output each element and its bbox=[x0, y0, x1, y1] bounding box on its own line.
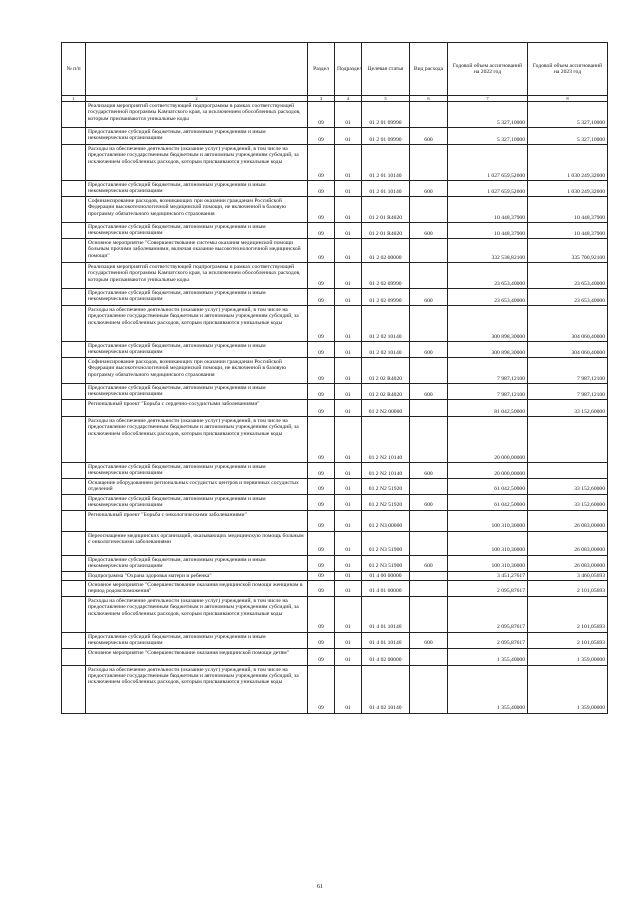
header-name bbox=[86, 43, 308, 96]
row-razdel-cell: 09 bbox=[308, 417, 335, 463]
row-target-article-cell: 01 2 N2 10140 bbox=[362, 417, 410, 463]
row-amount-2022-cell: 2 095,87617 bbox=[448, 581, 528, 597]
row-number-cell bbox=[62, 632, 86, 648]
row-podrazdel-cell: 01 bbox=[335, 417, 362, 463]
row-expense-type-cell bbox=[410, 239, 448, 263]
row-name-cell: Расходы на обеспечение деятельности (оказание услуг) учреждений, в том числе на предоставление государственным бюджетным и автономным учреждениям субсидий, за исключением обособленных расходов, которым присваиваются уникальные коды bbox=[86, 596, 308, 632]
table-row bbox=[62, 358, 608, 384]
row-expense-type-cell: 600 bbox=[410, 463, 448, 479]
row-amount-2022-cell: 10 448,37900 bbox=[448, 197, 528, 223]
row-podrazdel-cell: 01 bbox=[335, 384, 362, 400]
row-amount-2023-cell: 23 653,40000 bbox=[528, 263, 608, 289]
row-name-cell: Софинансирование расходов, возникающих при оказании гражданам Российской Федерации высокотехнологичной медицинской помощи, не включенной в базовую программу обязательного медицинского страхования bbox=[86, 358, 308, 384]
row-expense-type-cell bbox=[410, 510, 448, 531]
row-name-cell: Предоставление субсидий бюджетным, автономным учреждениям и иным некоммерческим организациям bbox=[86, 181, 308, 197]
table-row bbox=[62, 494, 608, 510]
table-header-row bbox=[62, 43, 608, 96]
col-number: 3 bbox=[308, 96, 335, 102]
row-target-article-cell: 01 2 N2 00000 bbox=[362, 400, 410, 417]
row-razdel-cell: 09 bbox=[308, 555, 335, 571]
row-name-cell: Предоставление субсидий бюджетным, автономным учреждениям и иным некоммерческим организациям bbox=[86, 632, 308, 648]
row-number-cell bbox=[62, 289, 86, 306]
row-razdel-cell: 09 bbox=[308, 665, 335, 713]
row-target-article-cell: 01 2 N2 51920 bbox=[362, 494, 410, 510]
table-row bbox=[62, 400, 608, 417]
row-target-article-cell: 01 4 02 10140 bbox=[362, 665, 410, 713]
row-amount-2023-cell: 26 083,00000 bbox=[528, 510, 608, 531]
row-amount-2023-cell: 10 448,37900 bbox=[528, 197, 608, 223]
row-number-cell bbox=[62, 494, 86, 510]
row-number-cell bbox=[62, 358, 86, 384]
row-podrazdel-cell: 01 bbox=[335, 102, 362, 128]
table-row bbox=[62, 632, 608, 648]
row-name-cell: Расходы на обеспечение деятельности (оказание услуг) учреждений, в том числе на предоставление государственным бюджетным и автономным учреждениям субсидий, за исключением обособленных расходов, которым присваиваются уникальные коды bbox=[86, 417, 308, 463]
row-amount-2022-cell: 100 310,30000 bbox=[448, 531, 528, 555]
row-amount-2022-cell: 332 538,82100 bbox=[448, 239, 528, 263]
table-row bbox=[62, 145, 608, 181]
row-name-cell: Региональный проект "Борьба с онкологическими заболеваниями" bbox=[86, 510, 308, 531]
row-expense-type-cell bbox=[410, 531, 448, 555]
row-podrazdel-cell: 01 bbox=[335, 197, 362, 223]
row-podrazdel-cell: 01 bbox=[335, 596, 362, 632]
row-amount-2022-cell: 2 095,87617 bbox=[448, 632, 528, 648]
row-number-cell bbox=[62, 239, 86, 263]
row-expense-type-cell bbox=[410, 571, 448, 580]
table-row bbox=[62, 102, 608, 128]
row-podrazdel-cell: 01 bbox=[335, 581, 362, 597]
row-number-cell bbox=[62, 463, 86, 479]
row-podrazdel-cell: 01 bbox=[335, 510, 362, 531]
col-number: 5 bbox=[362, 96, 410, 102]
row-expense-type-cell: 600 bbox=[410, 128, 448, 145]
row-target-article-cell: 01 2 02 09990 bbox=[362, 263, 410, 289]
row-razdel-cell: 09 bbox=[308, 342, 335, 358]
row-amount-2022-cell: 23 653,40000 bbox=[448, 263, 528, 289]
row-amount-2022-cell: 1 027 659,52600 bbox=[448, 145, 528, 181]
row-amount-2023-cell: 3 460,05693 bbox=[528, 571, 608, 580]
col-number: 6 bbox=[410, 96, 448, 102]
row-target-article-cell: 01 2 02 09990 bbox=[362, 289, 410, 306]
table-row bbox=[62, 289, 608, 306]
table-row bbox=[62, 581, 608, 597]
row-podrazdel-cell: 01 bbox=[335, 181, 362, 197]
row-name-cell: Переоснащение медицинских организаций, оказывающих медицинскую помощь больным с онкологическими заболеваниями bbox=[86, 531, 308, 555]
table-row bbox=[62, 417, 608, 463]
table-row bbox=[62, 596, 608, 632]
row-name-cell: Основное мероприятие "Совершенствование оказания медицинской помощи женщинам в период родовспоможения" bbox=[86, 581, 308, 597]
row-name-cell: Региональный проект "Борьба с сердечно-сосудистыми заболеваниями" bbox=[86, 400, 308, 417]
row-podrazdel-cell: 01 bbox=[335, 358, 362, 384]
col-number: 2 bbox=[86, 96, 308, 102]
table-row bbox=[62, 263, 608, 289]
header-razdel: Раздел bbox=[308, 43, 335, 96]
table-row bbox=[62, 223, 608, 239]
row-amount-2022-cell: 300 898,30000 bbox=[448, 306, 528, 342]
row-podrazdel-cell: 01 bbox=[335, 145, 362, 181]
row-razdel-cell: 09 bbox=[308, 596, 335, 632]
row-razdel-cell: 09 bbox=[308, 102, 335, 128]
row-expense-type-cell: 600 bbox=[410, 632, 448, 648]
row-razdel-cell: 09 bbox=[308, 197, 335, 223]
row-name-cell: Основное мероприятие "Совершенствование системы оказания медицинской помощи больным прочими заболеваниями, включая оказание высокотехнологичной медицинской помощи" bbox=[86, 239, 308, 263]
row-expense-type-cell bbox=[410, 263, 448, 289]
row-amount-2023-cell: 5 327,10000 bbox=[528, 128, 608, 145]
col-number: 4 bbox=[335, 96, 362, 102]
row-amount-2023-cell: 2 101,05693 bbox=[528, 596, 608, 632]
row-razdel-cell: 09 bbox=[308, 479, 335, 495]
row-number-cell bbox=[62, 531, 86, 555]
row-target-article-cell: 01 2 01 R4020 bbox=[362, 223, 410, 239]
row-amount-2022-cell: 2 095,87617 bbox=[448, 596, 528, 632]
row-amount-2023-cell: 33 152,60000 bbox=[528, 479, 608, 495]
row-expense-type-cell: 600 bbox=[410, 555, 448, 571]
budget-table bbox=[61, 42, 608, 714]
row-amount-2023-cell: 335 700,92100 bbox=[528, 239, 608, 263]
row-target-article-cell: 01 2 02 10140 bbox=[362, 306, 410, 342]
row-amount-2022-cell: 1 355,40000 bbox=[448, 665, 528, 713]
row-name-cell: Предоставление субсидий бюджетным, автономным учреждениям и иным некоммерческим организациям bbox=[86, 463, 308, 479]
table-row bbox=[62, 571, 608, 580]
row-target-article-cell: 01 2 02 R4020 bbox=[362, 384, 410, 400]
row-name-cell: Основное мероприятие "Совершенствование оказания медицинской помощи детям" bbox=[86, 648, 308, 665]
row-number-cell bbox=[62, 181, 86, 197]
row-name-cell: Реализация мероприятий соответствующей подпрограммы в рамках соответствующей государственной программы Камчатского края, за исключением обособленных расходов, которым присваиваются уникальные коды bbox=[86, 102, 308, 128]
row-number-cell bbox=[62, 400, 86, 417]
row-number-cell bbox=[62, 197, 86, 223]
row-target-article-cell: 01 4 00 00000 bbox=[362, 571, 410, 580]
row-amount-2023-cell: 33 152,60000 bbox=[528, 400, 608, 417]
row-razdel-cell: 09 bbox=[308, 306, 335, 342]
row-podrazdel-cell: 01 bbox=[335, 239, 362, 263]
row-number-cell bbox=[62, 263, 86, 289]
row-expense-type-cell: 600 bbox=[410, 289, 448, 306]
row-amount-2023-cell: 2 101,05693 bbox=[528, 632, 608, 648]
row-expense-type-cell bbox=[410, 400, 448, 417]
row-name-cell: Оснащение оборудованием региональных сосудистых центров и первичных сосудистых отделений bbox=[86, 479, 308, 495]
row-number-cell bbox=[62, 128, 86, 145]
table-row bbox=[62, 342, 608, 358]
row-amount-2023-cell: 304 060,40000 bbox=[528, 306, 608, 342]
table-row bbox=[62, 510, 608, 531]
row-amount-2022-cell: 20 000,00000 bbox=[448, 417, 528, 463]
row-target-article-cell: 01 2 N3 00000 bbox=[362, 510, 410, 531]
row-amount-2023-cell: 1 030 249,32600 bbox=[528, 181, 608, 197]
row-podrazdel-cell: 01 bbox=[335, 479, 362, 495]
row-podrazdel-cell: 01 bbox=[335, 632, 362, 648]
header-podrazdel: Подраздел bbox=[335, 43, 362, 96]
row-target-article-cell: 01 4 01 10140 bbox=[362, 632, 410, 648]
row-name-cell: Расходы на обеспечение деятельности (оказание услуг) учреждений, в том числе на предоставление государственным бюджетным и автономным учреждениям субсидий, за исключением обособленных расходов, которым присваиваются уникальные коды bbox=[86, 145, 308, 181]
row-amount-2023-cell: 2 101,05693 bbox=[528, 581, 608, 597]
row-razdel-cell: 09 bbox=[308, 223, 335, 239]
row-target-article-cell: 01 2 01 10140 bbox=[362, 181, 410, 197]
row-name-cell: Предоставление субсидий бюджетным, автономным учреждениям и иным некоммерческим организациям bbox=[86, 494, 308, 510]
row-number-cell bbox=[62, 417, 86, 463]
row-podrazdel-cell: 01 bbox=[335, 128, 362, 145]
page-number: 61 bbox=[317, 884, 323, 890]
row-razdel-cell: 09 bbox=[308, 463, 335, 479]
row-number-cell bbox=[62, 306, 86, 342]
row-target-article-cell: 01 2 02 00000 bbox=[362, 239, 410, 263]
row-name-cell: Предоставление субсидий бюджетным, автономным учреждениям и иным некоммерческим организациям bbox=[86, 128, 308, 145]
row-razdel-cell: 09 bbox=[308, 145, 335, 181]
table-row bbox=[62, 239, 608, 263]
row-target-article-cell: 01 4 01 00000 bbox=[362, 581, 410, 597]
row-amount-2023-cell: 7 987,12100 bbox=[528, 384, 608, 400]
row-target-article-cell: 01 4 01 10140 bbox=[362, 596, 410, 632]
row-amount-2022-cell: 81 042,50000 bbox=[448, 400, 528, 417]
row-number-cell bbox=[62, 384, 86, 400]
row-target-article-cell: 01 2 N2 51920 bbox=[362, 479, 410, 495]
row-podrazdel-cell: 01 bbox=[335, 223, 362, 239]
row-amount-2022-cell: 7 987,12100 bbox=[448, 384, 528, 400]
row-name-cell: Предоставление субсидий бюджетным, автономным учреждениям и иным некоммерческим организациям bbox=[86, 384, 308, 400]
row-razdel-cell: 09 bbox=[308, 400, 335, 417]
row-podrazdel-cell: 01 bbox=[335, 555, 362, 571]
row-expense-type-cell bbox=[410, 358, 448, 384]
row-podrazdel-cell: 01 bbox=[335, 665, 362, 713]
row-target-article-cell: 01 2 01 10140 bbox=[362, 145, 410, 181]
row-amount-2023-cell: 33 152,60000 bbox=[528, 494, 608, 510]
row-amount-2023-cell: 7 987,12100 bbox=[528, 358, 608, 384]
table-row bbox=[62, 555, 608, 571]
col-number: 8 bbox=[528, 96, 608, 102]
row-razdel-cell: 09 bbox=[308, 494, 335, 510]
row-razdel-cell: 09 bbox=[308, 263, 335, 289]
table-row bbox=[62, 648, 608, 665]
row-number-cell bbox=[62, 479, 86, 495]
row-amount-2023-cell: 26 083,00000 bbox=[528, 531, 608, 555]
table-row bbox=[62, 463, 608, 479]
row-amount-2023-cell bbox=[528, 417, 608, 463]
row-amount-2023-cell: 1 030 249,32600 bbox=[528, 145, 608, 181]
row-name-cell: Реализация мероприятий соответствующей подпрограммы в рамках соответствующей государственной программы Камчатского края, за исключением обособленных расходов, которым присваиваются уникальные коды bbox=[86, 263, 308, 289]
row-amount-2022-cell: 100 310,30000 bbox=[448, 510, 528, 531]
row-target-article-cell: 01 2 01 R4020 bbox=[362, 197, 410, 223]
row-amount-2023-cell: 23 653,40000 bbox=[528, 289, 608, 306]
row-name-cell: Предоставление субсидий бюджетным, автономным учреждениям и иным некоммерческим организациям bbox=[86, 223, 308, 239]
row-amount-2023-cell: 26 083,00000 bbox=[528, 555, 608, 571]
row-target-article-cell: 01 2 01 09990 bbox=[362, 128, 410, 145]
row-amount-2023-cell: 10 448,37900 bbox=[528, 223, 608, 239]
row-number-cell bbox=[62, 571, 86, 580]
row-number-cell bbox=[62, 342, 86, 358]
table-row bbox=[62, 128, 608, 145]
row-razdel-cell: 09 bbox=[308, 384, 335, 400]
row-razdel-cell: 09 bbox=[308, 648, 335, 665]
row-target-article-cell: 01 2 01 09990 bbox=[362, 102, 410, 128]
row-expense-type-cell: 600 bbox=[410, 181, 448, 197]
header-amount-2022: Годовой объем ассигнований на 2022 год bbox=[448, 43, 528, 96]
row-expense-type-cell: 600 bbox=[410, 223, 448, 239]
row-amount-2022-cell: 1 027 659,52600 bbox=[448, 181, 528, 197]
row-razdel-cell: 09 bbox=[308, 531, 335, 555]
row-target-article-cell: 01 2 N3 51900 bbox=[362, 531, 410, 555]
row-amount-2022-cell: 61 042,50000 bbox=[448, 494, 528, 510]
row-name-cell: Расходы на обеспечение деятельности (оказание услуг) учреждений, в том числе на предоставление государственным бюджетным и автономным учреждениям субсидий, за исключением обособленных расходов, которым присваиваются уникальные коды bbox=[86, 306, 308, 342]
row-podrazdel-cell: 01 bbox=[335, 263, 362, 289]
row-number-cell bbox=[62, 648, 86, 665]
row-number-cell bbox=[62, 555, 86, 571]
row-razdel-cell: 09 bbox=[308, 510, 335, 531]
row-podrazdel-cell: 01 bbox=[335, 463, 362, 479]
row-name-cell: Подпрограмма "Охрана здоровья матери и ребенка" bbox=[86, 571, 308, 580]
row-razdel-cell: 09 bbox=[308, 581, 335, 597]
row-expense-type-cell: 600 bbox=[410, 494, 448, 510]
row-amount-2022-cell: 10 448,37900 bbox=[448, 223, 528, 239]
row-amount-2022-cell: 23 653,40000 bbox=[448, 289, 528, 306]
table-row bbox=[62, 306, 608, 342]
row-expense-type-cell bbox=[410, 479, 448, 495]
row-target-article-cell: 01 2 N2 10140 bbox=[362, 463, 410, 479]
header-target-article: Целевая статья bbox=[362, 43, 410, 96]
row-amount-2023-cell: 5 327,10000 bbox=[528, 102, 608, 128]
row-amount-2022-cell: 7 987,12100 bbox=[448, 358, 528, 384]
row-amount-2023-cell: 1 359,00000 bbox=[528, 665, 608, 713]
row-amount-2023-cell: 304 060,40000 bbox=[528, 342, 608, 358]
row-expense-type-cell bbox=[410, 145, 448, 181]
row-expense-type-cell: 600 bbox=[410, 342, 448, 358]
row-podrazdel-cell: 01 bbox=[335, 289, 362, 306]
row-name-cell: Софинансирование расходов, возникающих при оказании гражданам Российской Федерации высокотехнологичной медицинской помощи, не включенной в базовую программу обязательного медицинского страхования bbox=[86, 197, 308, 223]
row-expense-type-cell bbox=[410, 102, 448, 128]
header-expense-type: Вид расхода bbox=[410, 43, 448, 96]
row-podrazdel-cell: 01 bbox=[335, 342, 362, 358]
table-row bbox=[62, 197, 608, 223]
row-razdel-cell: 09 bbox=[308, 289, 335, 306]
row-razdel-cell: 09 bbox=[308, 632, 335, 648]
row-podrazdel-cell: 01 bbox=[335, 648, 362, 665]
row-expense-type-cell bbox=[410, 665, 448, 713]
table-row bbox=[62, 531, 608, 555]
row-number-cell bbox=[62, 145, 86, 181]
row-expense-type-cell bbox=[410, 197, 448, 223]
table-body bbox=[62, 102, 608, 714]
row-name-cell: Предоставление субсидий бюджетным, автономным учреждениям и иным некоммерческим организациям bbox=[86, 342, 308, 358]
row-razdel-cell: 09 bbox=[308, 571, 335, 580]
row-razdel-cell: 09 bbox=[308, 128, 335, 145]
header-num: № п/п bbox=[62, 43, 86, 96]
row-expense-type-cell: 600 bbox=[410, 384, 448, 400]
row-number-cell bbox=[62, 665, 86, 713]
row-podrazdel-cell: 01 bbox=[335, 494, 362, 510]
row-name-cell: Предоставление субсидий бюджетным, автономным учреждениям и иным некоммерческим организациям bbox=[86, 555, 308, 571]
row-amount-2022-cell: 1 355,40000 bbox=[448, 648, 528, 665]
row-expense-type-cell bbox=[410, 596, 448, 632]
row-podrazdel-cell: 01 bbox=[335, 531, 362, 555]
row-amount-2022-cell: 300 898,30000 bbox=[448, 342, 528, 358]
row-amount-2023-cell bbox=[528, 463, 608, 479]
row-number-cell bbox=[62, 223, 86, 239]
row-expense-type-cell bbox=[410, 581, 448, 597]
row-podrazdel-cell: 01 bbox=[335, 571, 362, 580]
table-row bbox=[62, 384, 608, 400]
table-row bbox=[62, 665, 608, 713]
row-podrazdel-cell: 01 bbox=[335, 306, 362, 342]
col-number: 7 bbox=[448, 96, 528, 102]
row-razdel-cell: 09 bbox=[308, 239, 335, 263]
col-number: 1 bbox=[62, 96, 86, 102]
table-row bbox=[62, 479, 608, 495]
row-number-cell bbox=[62, 581, 86, 597]
row-expense-type-cell bbox=[410, 648, 448, 665]
row-name-cell: Предоставление субсидий бюджетным, автономным учреждениям и иным некоммерческим организациям bbox=[86, 289, 308, 306]
row-razdel-cell: 09 bbox=[308, 181, 335, 197]
row-amount-2022-cell: 5 327,10000 bbox=[448, 128, 528, 145]
row-amount-2023-cell: 1 359,00000 bbox=[528, 648, 608, 665]
row-name-cell: Расходы на обеспечение деятельности (оказание услуг) учреждений, в том числе на предоставление государственным бюджетным и автономным учреждениям субсидий, за исключением обособленных расходов, которым присваиваются уникальные коды bbox=[86, 665, 308, 713]
row-target-article-cell: 01 2 02 10140 bbox=[362, 342, 410, 358]
row-amount-2022-cell: 3 451,27617 bbox=[448, 571, 528, 580]
row-number-cell bbox=[62, 510, 86, 531]
row-amount-2022-cell: 5 327,10000 bbox=[448, 102, 528, 128]
header-amount-2023: Годовой объем ассигнований на 2023 год bbox=[528, 43, 608, 96]
row-amount-2022-cell: 100 310,30000 bbox=[448, 555, 528, 571]
row-target-article-cell: 01 4 02 00000 bbox=[362, 648, 410, 665]
row-expense-type-cell bbox=[410, 417, 448, 463]
row-number-cell bbox=[62, 102, 86, 128]
row-expense-type-cell bbox=[410, 306, 448, 342]
row-target-article-cell: 01 2 02 R4020 bbox=[362, 358, 410, 384]
row-amount-2022-cell: 61 042,50000 bbox=[448, 479, 528, 495]
row-target-article-cell: 01 2 N3 51900 bbox=[362, 555, 410, 571]
row-amount-2022-cell: 20 000,00000 bbox=[448, 463, 528, 479]
row-razdel-cell: 09 bbox=[308, 358, 335, 384]
row-number-cell bbox=[62, 596, 86, 632]
row-podrazdel-cell: 01 bbox=[335, 400, 362, 417]
table-row bbox=[62, 181, 608, 197]
